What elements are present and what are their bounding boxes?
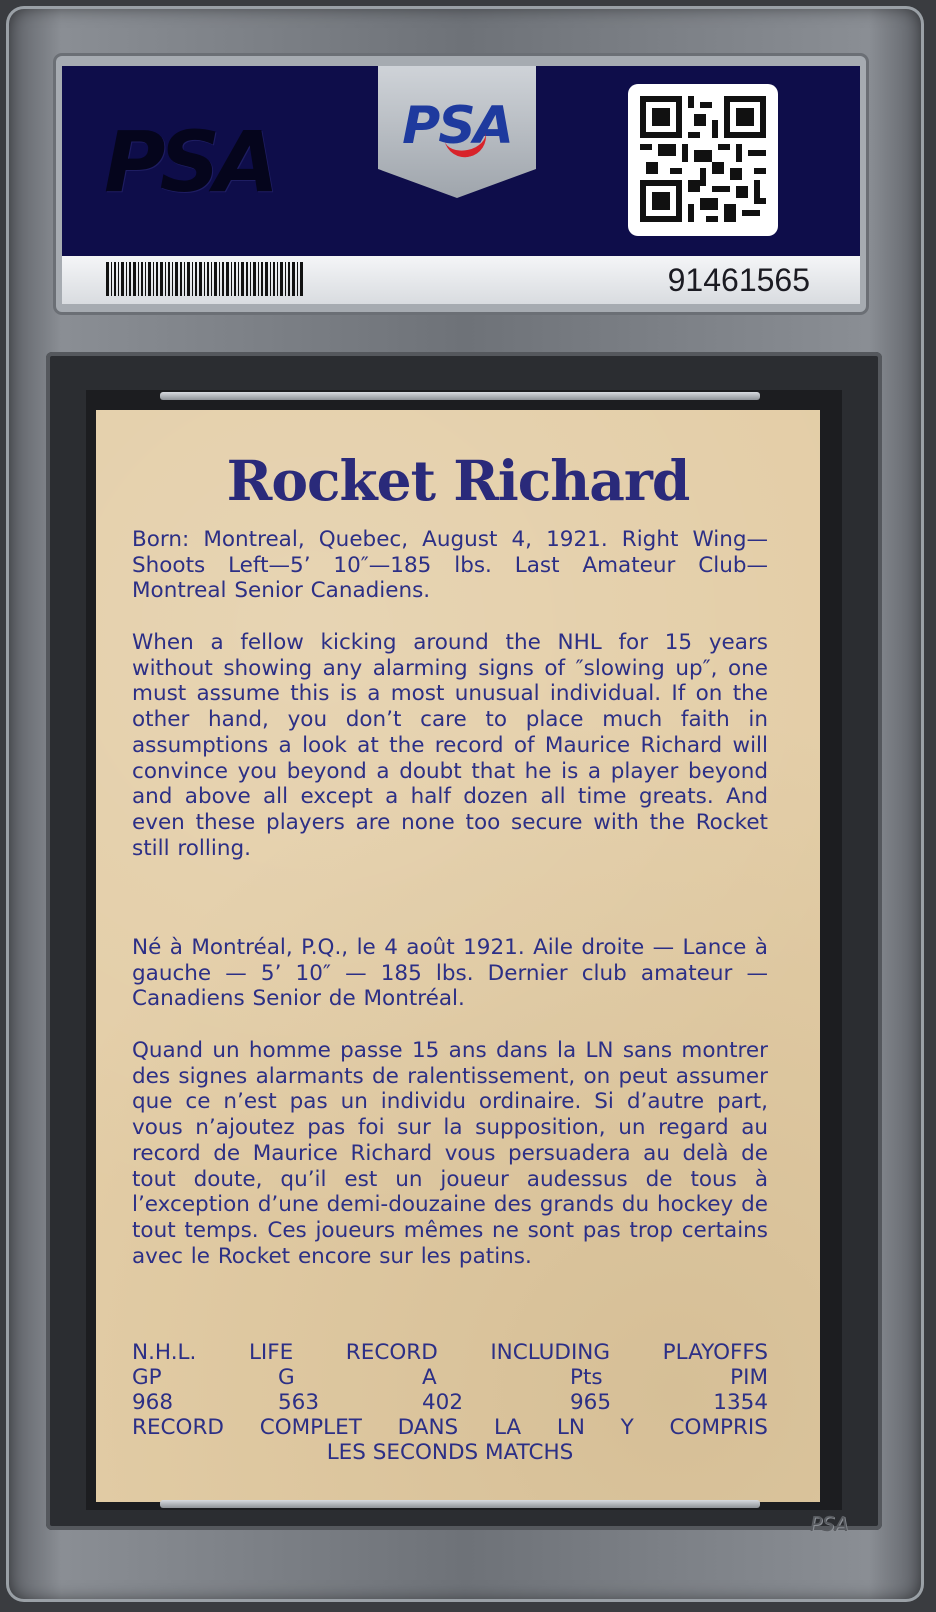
stats-val-g: 563 [278, 1390, 320, 1415]
qr-code-icon[interactable] [628, 84, 778, 236]
stats-footer-fr [132, 1415, 768, 1441]
psa-shield-logo-icon: PSA [402, 96, 512, 156]
stats-val-pim: 1354 [713, 1390, 768, 1415]
stats-footer-word: LA [493, 1415, 522, 1440]
stats-footer-word: DANS [397, 1415, 459, 1440]
stats-val-a: 402 [422, 1390, 464, 1415]
qr-code-graphic [640, 96, 766, 222]
stats-footer-word: COMPRIS [669, 1415, 768, 1440]
stats-footer-word: COMPLET [259, 1415, 362, 1440]
stats-col-pts: Pts [570, 1365, 603, 1390]
stats-col-a: A [422, 1365, 437, 1390]
stats-heading-word: PLAYOFFS [662, 1340, 768, 1365]
bio-en-vitals: Born: Montreal, Quebec, August 4, 1921. Right Wing—Shoots Left—5’ 10″—185 lbs. Last Amateur Club—Montreal Senior Canadiens. [132, 527, 768, 604]
stats-footer-fr-line2: LES SECONDS MATCHS [326, 1440, 574, 1465]
stats-columns [132, 1365, 768, 1391]
stats-footer-word: LN [556, 1415, 585, 1440]
card-title: Rocket Richard [226, 448, 690, 513]
stats-heading-word: RECORD [345, 1340, 438, 1365]
holder-rail-bottom [160, 1500, 760, 1508]
stats-footer-word: Y [620, 1415, 634, 1440]
bio-fr-paragraph: Quand un homme passe 15 ans dans la LN sans montrer des signes alarmants de ralentissement, on peut assumer que ce n’est pas un individu ordinaire. Si d’autre part, vous n’ajoutez pas foi sur la supposition, un regard au record de Maurice Richard vous persuadera au delà de tout doute, qu’il est un joueur audessus de tous à l’exception d’une demi-douzaine des grands du hockey de tout temps. Ces joueurs mêmes ne sont pas trop certains avec le Rocket encore sur les patins. [132, 1038, 768, 1269]
stats-col-g: G [278, 1365, 295, 1390]
barcode-icon [106, 262, 306, 296]
bio-en-paragraph: When a fellow kicking around the NHL for 15 years without showing any alarming signs of ″slowing up″, one must assume this is a most unusual individual. If on the other hand, you don’t care to place much faith in assumptions a look at the record of Maurice Richard will convince you beyond a doubt that he is a player beyond and above all except a half dozen all time greats. And even these players are none too secure with the Rocket still rolling. [132, 630, 768, 861]
stats-values [132, 1390, 768, 1416]
bio-fr-vitals: Né à Montréal, P.Q., le 4 août 1921. Aile droite — Lance à gauche — 5’ 10″ — 185 lbs. Dernier club amateur — Canadiens Senior de Montréal. [132, 935, 768, 1012]
psa-corner-emboss-icon: PSA [810, 1512, 849, 1536]
stats-col-gp: GP [132, 1365, 162, 1390]
stats-col-pim: PIM [730, 1365, 768, 1390]
stats-heading [132, 1340, 768, 1366]
stats-heading-word: INCLUDING [490, 1340, 611, 1365]
holder-rail-top [160, 392, 760, 400]
stats-heading-word: N.H.L. [132, 1340, 197, 1365]
stats-val-pts: 965 [570, 1390, 612, 1415]
stats-footer-word: RECORD [132, 1415, 224, 1440]
psa-emboss-logo-icon: PSA [104, 113, 274, 211]
stats-val-gp: 968 [132, 1390, 174, 1415]
cert-number: 91461565 [667, 262, 810, 298]
stats-heading-word: LIFE [248, 1340, 294, 1365]
